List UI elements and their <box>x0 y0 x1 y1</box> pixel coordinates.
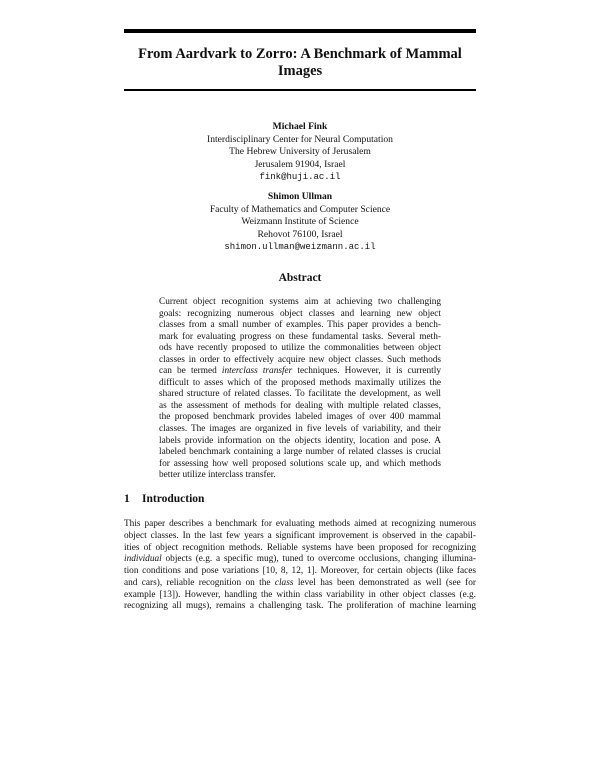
author-email[interactable]: shimon.ullman@weizmann.ac.il <box>224 242 376 253</box>
abstract-line: goals: recognizing numerous object classes and learning new object <box>159 308 441 319</box>
abstract-line: as the assessment of methods for dealing with multiple related classes, <box>159 400 441 411</box>
intro-emphasis: individual <box>124 554 162 565</box>
abstract-line: labels provide information on the objects identity, location and pose. A <box>159 435 441 446</box>
abstract-line: for assessing how well proposed solutions scale up, and which methods <box>159 458 441 469</box>
abstract-line: the proposed benchmark provides labeled images of over 400 mammal <box>159 412 441 423</box>
paper-title <box>124 46 476 80</box>
abstract-body <box>159 297 441 482</box>
author-affiliation: The Hebrew University of Jerusalem <box>229 146 371 158</box>
intro-line <box>124 578 476 590</box>
abstract-line: difficult to asses which of the proposed methods maximally utilizes the <box>159 377 441 388</box>
intro-line: example [13]). However, handling the within class variability in other object classes (e.g. <box>124 589 476 600</box>
intro-line <box>124 554 476 566</box>
author-name: Michael Fink <box>272 121 328 132</box>
abstract-line: classes. The images are organized in five levels of variability, and their <box>159 424 441 435</box>
intro-line: tion conditions and pose variations [10, 8, 12, 1]. Moreover, for certain objects (like faces <box>124 566 476 576</box>
intro-text: and cars), reliable recognition on the <box>124 577 275 588</box>
abstract-line: ods have recently proposed to utilize the commonalities between object <box>159 343 441 354</box>
abstract-text: can be termed <box>159 366 222 377</box>
abstract-line: better utilize interclass transfer. <box>159 470 276 481</box>
title-line-2: Images <box>277 63 323 79</box>
abstract-line: shared structure of related classes. To facilitate the development, as well <box>159 389 441 400</box>
abstract-line: classes in order to effectively acquire new object classes. Such methods <box>159 354 441 365</box>
intro-line: ities of object recognition methods. Reliable systems have been proposed for recognizing <box>124 542 476 553</box>
author-affiliation: Jerusalem 91904, Israel <box>254 158 346 170</box>
intro-text: objects (e.g. a specific mug), tuned to overcome occlusions, changing illumina- <box>161 554 476 565</box>
abstract-emphasis: interclass transfer <box>221 366 293 377</box>
author-affiliation: Faculty of Mathematics and Computer Science <box>209 203 391 215</box>
title-line-1: From Aardvark to Zorro: A Benchmark of Mammal <box>138 46 462 62</box>
abstract-text: techniques. However, it is currently <box>292 366 442 377</box>
author-affiliation: Weizmann Institute of Science <box>241 216 359 228</box>
author-affiliation: Interdisciplinary Center for Neural Computation <box>207 133 393 145</box>
abstract-line: classes from a small number of examples. This paper provides a bench- <box>159 320 441 331</box>
section-heading <box>124 493 204 505</box>
section-number: 1 <box>124 493 130 505</box>
intro-line: recognizing all mugs), remains a challenging task. The proliferation of machine learning <box>124 601 476 612</box>
intro-emphasis: class <box>274 577 294 588</box>
title-bottom-rule <box>124 89 476 91</box>
intro-line: This paper describes a benchmark for evaluating methods aimed at recognizing numerous <box>124 519 476 529</box>
section-title: Introduction <box>142 493 205 505</box>
abstract-line: Current object recognition systems aim at achieving two challenging <box>159 297 441 307</box>
introduction-body <box>124 519 476 613</box>
author-block-1 <box>124 121 476 184</box>
abstract-line: labeled benchmark containing a large number of related classes is crucial <box>159 447 441 458</box>
title-top-rule <box>124 29 476 33</box>
author-name: Shimon Ullman <box>267 191 333 202</box>
author-block-2 <box>124 191 476 254</box>
intro-text: level has been demonstrated as well (see for <box>293 577 476 588</box>
abstract-heading: Abstract <box>278 272 322 284</box>
author-affiliation: Rehovot 76100, Israel <box>257 228 343 240</box>
intro-line: object classes. In the last few years a significant improvement is observed in the capabil- <box>124 530 476 541</box>
author-email[interactable]: fink@huji.ac.il <box>259 172 341 183</box>
abstract-line: mark for evaluating progress on these fundamental tasks. Several meth- <box>159 331 441 342</box>
abstract-line <box>159 366 441 378</box>
